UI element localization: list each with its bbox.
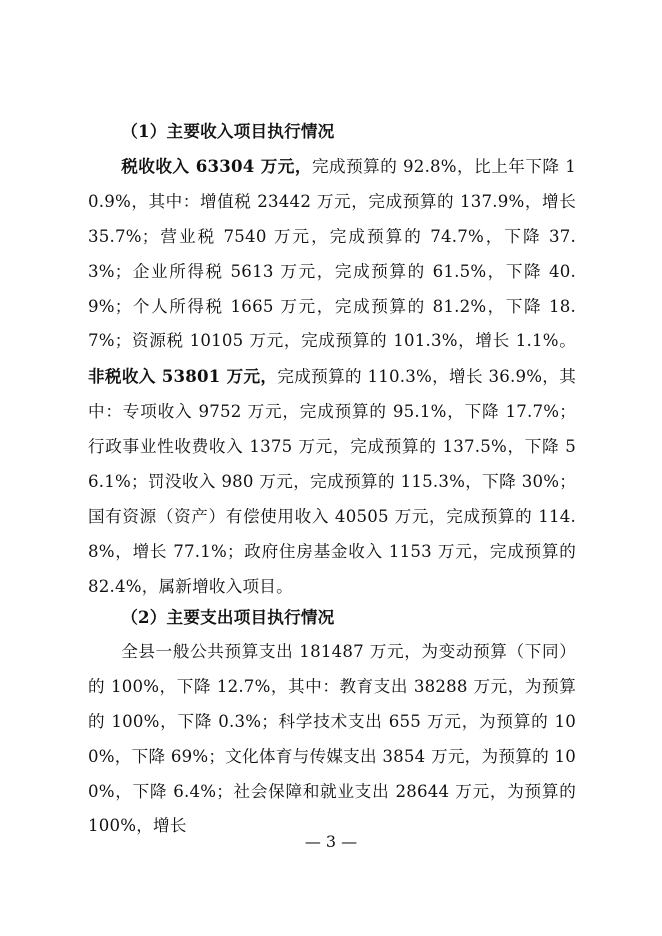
revenue-section — [88, 114, 576, 605]
expenditure-paragraph: 全县一般公共预算支出 181487 万元，为变动预算（下同）的 100%，下降 12.7%，其中：教育支出 38288 万元，为预算的 100%，下降 0.3%；科学技术支出 655 万元，为预算的 100%，下降 69%；文化体育与传媒支出 3854 万元，为预算的 100%，下降 6.4%；社会保障和就业支出 28644 万元，为预算的 100%，增长 — [88, 641, 576, 836]
revenue-heading: （1）主要收入项目执行情况 — [121, 121, 335, 141]
page-number: — 3 — — [304, 832, 358, 851]
tax-revenue-lead: 税收收入 63304 万元， — [121, 155, 312, 176]
nontax-revenue-lead: 非税收入 53801 万元， — [88, 366, 278, 387]
tax-revenue-detail: 完成预算的 92.8%，比上年下降 10.9%，其中：增值税 23442 万元，完成预算的 137.9%，增长 35.7%；营业税 7540 万元，完成预算的 74.7%，下降 37.3%；企业所得税 5613 万元，完成预算的 61.5%，下降 40.9%；个人所得税 1665 万元，完成预算的 81.2%，下降 18.7%；资源税 10105 万元，完成预算的 101.3%，增长 1.1%。 — [88, 156, 576, 351]
revenue-paragraph — [88, 149, 576, 605]
expenditure-heading: （2）主要支出项目执行情况 — [121, 607, 335, 627]
nontax-revenue-detail: 完成预算的 110.3%，增长 36.9%，其中：专项收入 9752 万元，完成预算的 95.1%，下降 17.7%；行政事业性收费收入 1375 万元，完成预算的 137.5%，下降 56.1%；罚没收入 980 万元，完成预算的 115.3%，下降 30%；国有资源（资产）有偿使用收入 40505 万元，完成预算的 114.8%，增长 77.1%；政府住房基金收入 1153 万元，完成预算的 82.4%，属新增收入项目。 — [88, 367, 576, 596]
expenditure-section — [88, 600, 576, 844]
